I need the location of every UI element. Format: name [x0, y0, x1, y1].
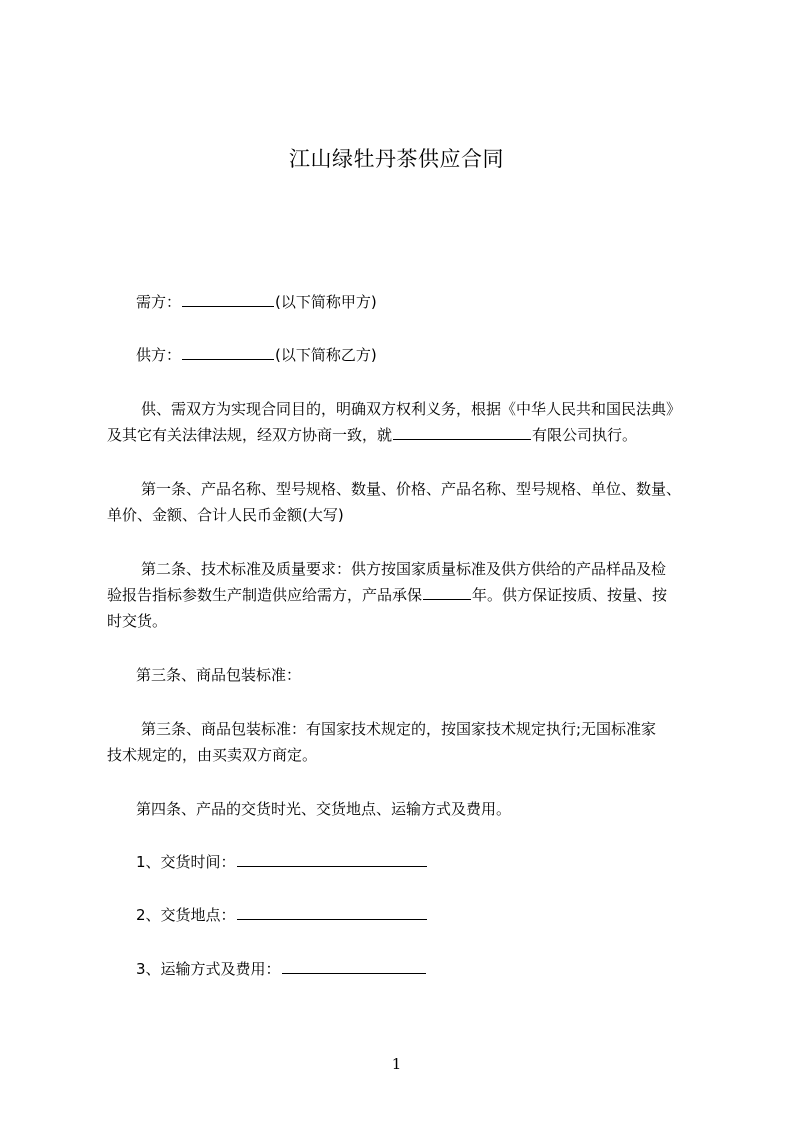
supply-party-blank: [182, 345, 274, 360]
document-title: 江山绿牡丹茶供应合同: [289, 147, 504, 171]
supply-party-suffix: (以下简称乙方): [275, 346, 377, 364]
supply-party-line: [136, 345, 377, 365]
transport-blank: [282, 959, 426, 974]
article4-line: 第四条、产品的交货时光、交货地点、运输方式及费用。: [136, 800, 512, 818]
delivery-time-blank: [237, 852, 427, 867]
company-name-blank: [393, 425, 531, 440]
delivery-place-line: [136, 905, 428, 925]
delivery-place-label: 2、交货地点：: [136, 906, 236, 924]
delivery-place-blank: [237, 905, 427, 920]
transport-line: [136, 959, 427, 979]
warranty-years-blank: [423, 585, 471, 600]
demand-party-line: [136, 292, 377, 312]
article2-line-2-prefix: 验报告指标参数生产制造供应给需方，产品承保: [107, 586, 423, 604]
article3-heading: 第三条、商品包装标准：: [136, 666, 302, 684]
demand-party-blank: [182, 292, 274, 307]
transport-label: 3、运输方式及费用：: [136, 960, 281, 978]
delivery-time-label: 1、交货时间：: [136, 853, 236, 871]
article2-line-2: [107, 585, 667, 605]
supply-party-label: 供方：: [136, 346, 182, 364]
article3-line-2: 技术规定的，由买卖双方商定。: [107, 746, 318, 764]
delivery-time-line: [136, 852, 428, 872]
intro-line-2-prefix: 及其它有关法律法规，经双方协商一致，就: [107, 426, 393, 444]
article2-line-2-suffix: 年。供方保证按质、按量、按: [472, 586, 668, 604]
demand-party-suffix: (以下简称甲方): [275, 293, 377, 311]
article2-line-3: 时交货。: [107, 612, 168, 630]
article2-line-1: 第二条、技术标准及质量要求：供方按国家质量标准及供方供给的产品样品及检: [141, 560, 667, 578]
article1-line-1: 第一条、产品名称、型号规格、数量、价格、产品名称、型号规格、单位、数量、: [141, 480, 682, 498]
article1-line-2: 单价、金额、合计人民币金额(大写): [107, 506, 344, 524]
intro-line-2: [107, 425, 637, 445]
article3-line-1: 第三条、商品包装标准：有国家技术规定的，按国家技术规定执行;无国标准家: [141, 720, 657, 738]
intro-line-1: 供、需双方为实现合同目的，明确双方权利义务，根据《中华人民共和国民法典》: [141, 400, 682, 418]
page-number: 1: [391, 1055, 402, 1073]
intro-line-2-suffix: 有限公司执行。: [532, 426, 638, 444]
demand-party-label: 需方：: [136, 293, 182, 311]
